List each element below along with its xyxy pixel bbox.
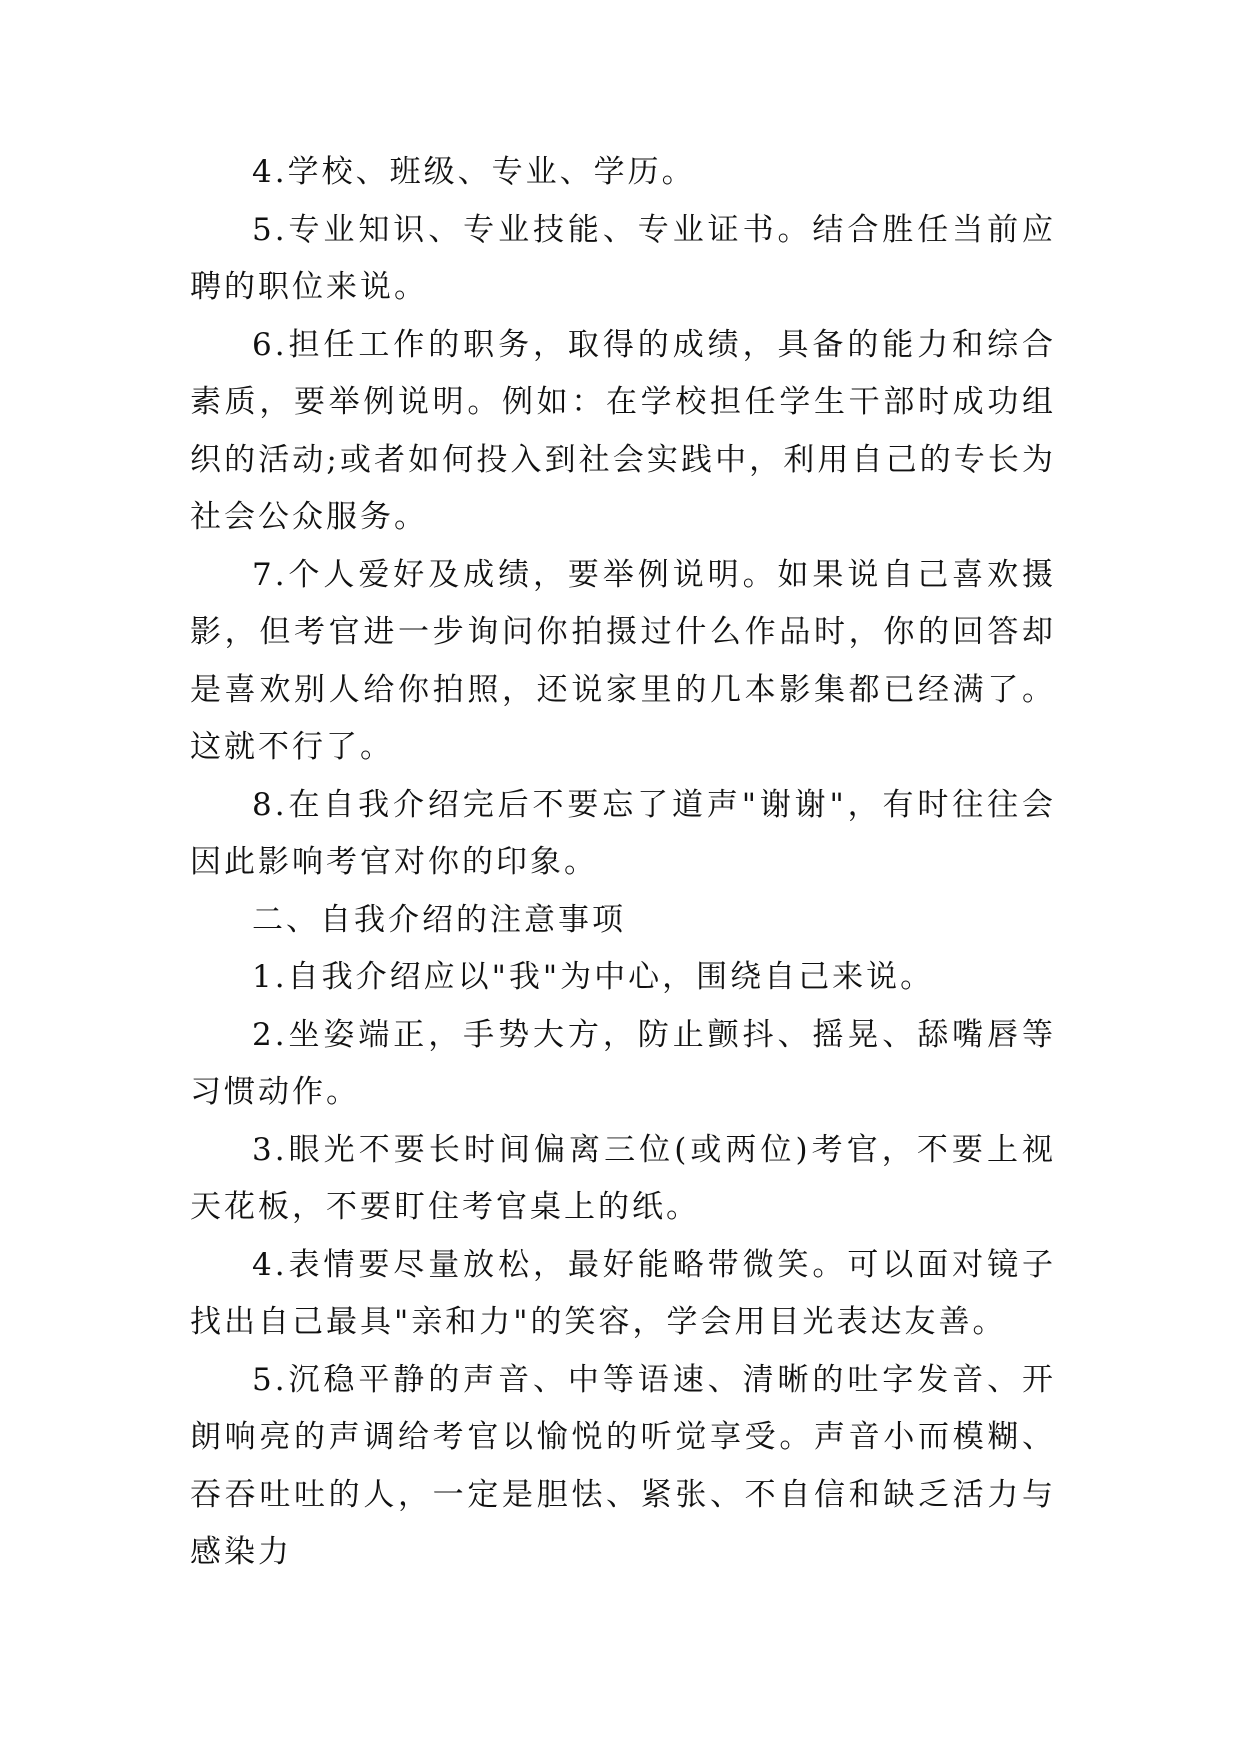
paragraph-note-5: 5.沉稳平静的声音、中等语速、清晰的吐字发音、开朗响亮的声调给考官以愉悦的听觉享受。声音小而模糊、吞吞吐吐的人，一定是胆怯、紧张、不自信和缺乏活力与感染力 xyxy=(190,1361,1056,1570)
paragraph-item-6-duties: 6.担任工作的职务，取得的成绩，具备的能力和综合素质，要举例说明。例如：在学校担任学生干部时成功组织的活动;或者如何投入到社会实践中，利用自己的专长为社会公众服务。 xyxy=(190,326,1056,535)
paragraph-note-2: 2.坐姿端正，手势大方，防止颤抖、摇晃、舔嘴唇等习惯动作。 xyxy=(190,1016,1056,1110)
paragraph-note-3: 3.眼光不要长时间偏离三位(或两位)考官，不要上视天花板，不要盯住考官桌上的纸。 xyxy=(190,1131,1056,1225)
paragraph-note-4: 4.表情要尽量放松，最好能略带微笑。可以面对镜子找出自己最具"亲和力"的笑容，学会用目光表达友善。 xyxy=(190,1246,1056,1340)
paragraph-item-4-school: 4.学校、班级、专业、学历。 xyxy=(252,154,696,190)
section-heading-notes: 二、自我介绍的注意事项 xyxy=(252,901,626,938)
paragraph-item-5-professional: 5.专业知识、专业技能、专业证书。结合胜任当前应聘的职位来说。 xyxy=(190,211,1056,305)
paragraph-note-1: 1.自我介绍应以"我"为中心，围绕自己来说。 xyxy=(252,959,935,995)
document-page xyxy=(190,144,1056,1582)
paragraph-item-8-thanks: 8.在自我介绍完后不要忘了道声"谢谢"，有时往往会因此影响考官对你的印象。 xyxy=(190,786,1056,880)
paragraph-item-7-hobbies: 7.个人爱好及成绩，要举例说明。如果说自己喜欢摄影，但考官进一步询问你拍摄过什么作品时，你的回答却是喜欢别人给你拍照，还说家里的几本影集都已经满了。这就不行了。 xyxy=(190,556,1056,765)
